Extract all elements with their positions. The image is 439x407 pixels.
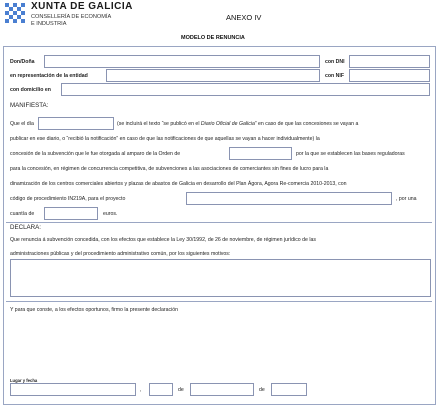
manifiesta-l6-a: código de procedimiento IN219A, para el proyecto [10,196,126,202]
mes-field[interactable] [190,383,254,396]
nif-field[interactable] [349,69,430,82]
brand-line-2: E INDUSTRIA [31,21,67,27]
manifiesta-l3-a: concesión de la subvención que le fue otorgada al amparo de la Orden de [10,151,181,157]
motivos-textarea[interactable] [10,259,431,297]
manifiesta-l7-a: cuantía de [10,211,35,217]
manifiesta-l3-b: por la que se establecen las bases reguladoras [296,151,405,157]
lugar-label: Lugar y fecha [10,378,38,383]
manifiesta-l4: para la concesión, en régimen de concurrencia competitiva, de subvenciones a las asociaciones de comerciantes sin fines de lucro para la [10,166,329,172]
entidad-field[interactable] [106,69,320,82]
dni-field[interactable] [349,55,430,68]
brand-line-1: CONSELLERÍA DE ECONOMÍA [31,14,112,20]
manifiesta-l1-c: ” en caso de que las concesiones se vayan a [254,121,359,127]
manifiesta-l6-b: , por una [396,196,417,202]
divider [6,301,432,302]
nif-label: con NIF [325,73,345,79]
cuantia-field[interactable] [44,207,98,220]
modelo-title: MODELO DE RENUNCIA [181,35,245,41]
fecha-publicacion-field[interactable] [38,117,114,130]
xunta-logo [4,2,26,24]
domicilio-field[interactable] [61,83,430,96]
declara-l2: administraciones públicas y del procedimiento administrativo común, por los siguientes motivos: [10,251,231,257]
xunta-shield-icon [4,2,26,24]
manifiesta-l1-line [117,121,358,128]
form-frame [3,46,436,405]
domicilio-label: con domicilio en [10,87,51,93]
anio-field[interactable] [271,383,307,396]
declara-l1: Que renuncia á subvención concedida, con los efectos que establece la Ley 30/1992, de 26 de noviembre, de régimen jurídico de las [10,237,316,243]
manifiesta-l1-italic: Diario Oficial de Galicia [200,121,255,127]
manifiesta-l1-a: Que el día [10,121,34,127]
lugar-field[interactable] [10,383,136,396]
brand-subtitle [31,14,111,28]
manifiesta-l5: dinamización de los centros comerciales abiertos y plazas de abastos de Galicia en desarrollo del Plan Ágora, Agora Re-comercia 2010-2013, con [10,181,347,187]
manifiesta-l1-b: (se incluirá el texto “se publicó en el [117,121,200,127]
manifiesta-heading: MANIFIESTA: [10,102,49,109]
comma: , [140,387,142,393]
manifiesta-l7-b: euros. [103,211,118,217]
divider [6,222,432,223]
declara-heading: DECLARA: [10,224,41,231]
de-label-1: de [178,387,184,393]
dia-field[interactable] [149,383,173,396]
entidad-label: en representación de la entidad [10,73,88,79]
orden-field[interactable] [229,147,292,160]
de-label-2: de [259,387,265,393]
brand-title: XUNTA DE GALICIA [31,1,133,12]
dni-label: con DNI [325,59,345,65]
don-field[interactable] [44,55,320,68]
manifiesta-l2: publicar en ese diario, o “recibió la notificación” en caso de que las notificaciones de que aquellas se vayan a hacer individualmente) la [10,136,320,142]
closing-text: Y para que conste, a los efectos oportunos, firmo la presente declaración [10,307,179,313]
proyecto-field[interactable] [186,192,392,205]
anexo-title: ANEXO IV [226,13,262,22]
don-label: Don/Doña [10,59,35,65]
